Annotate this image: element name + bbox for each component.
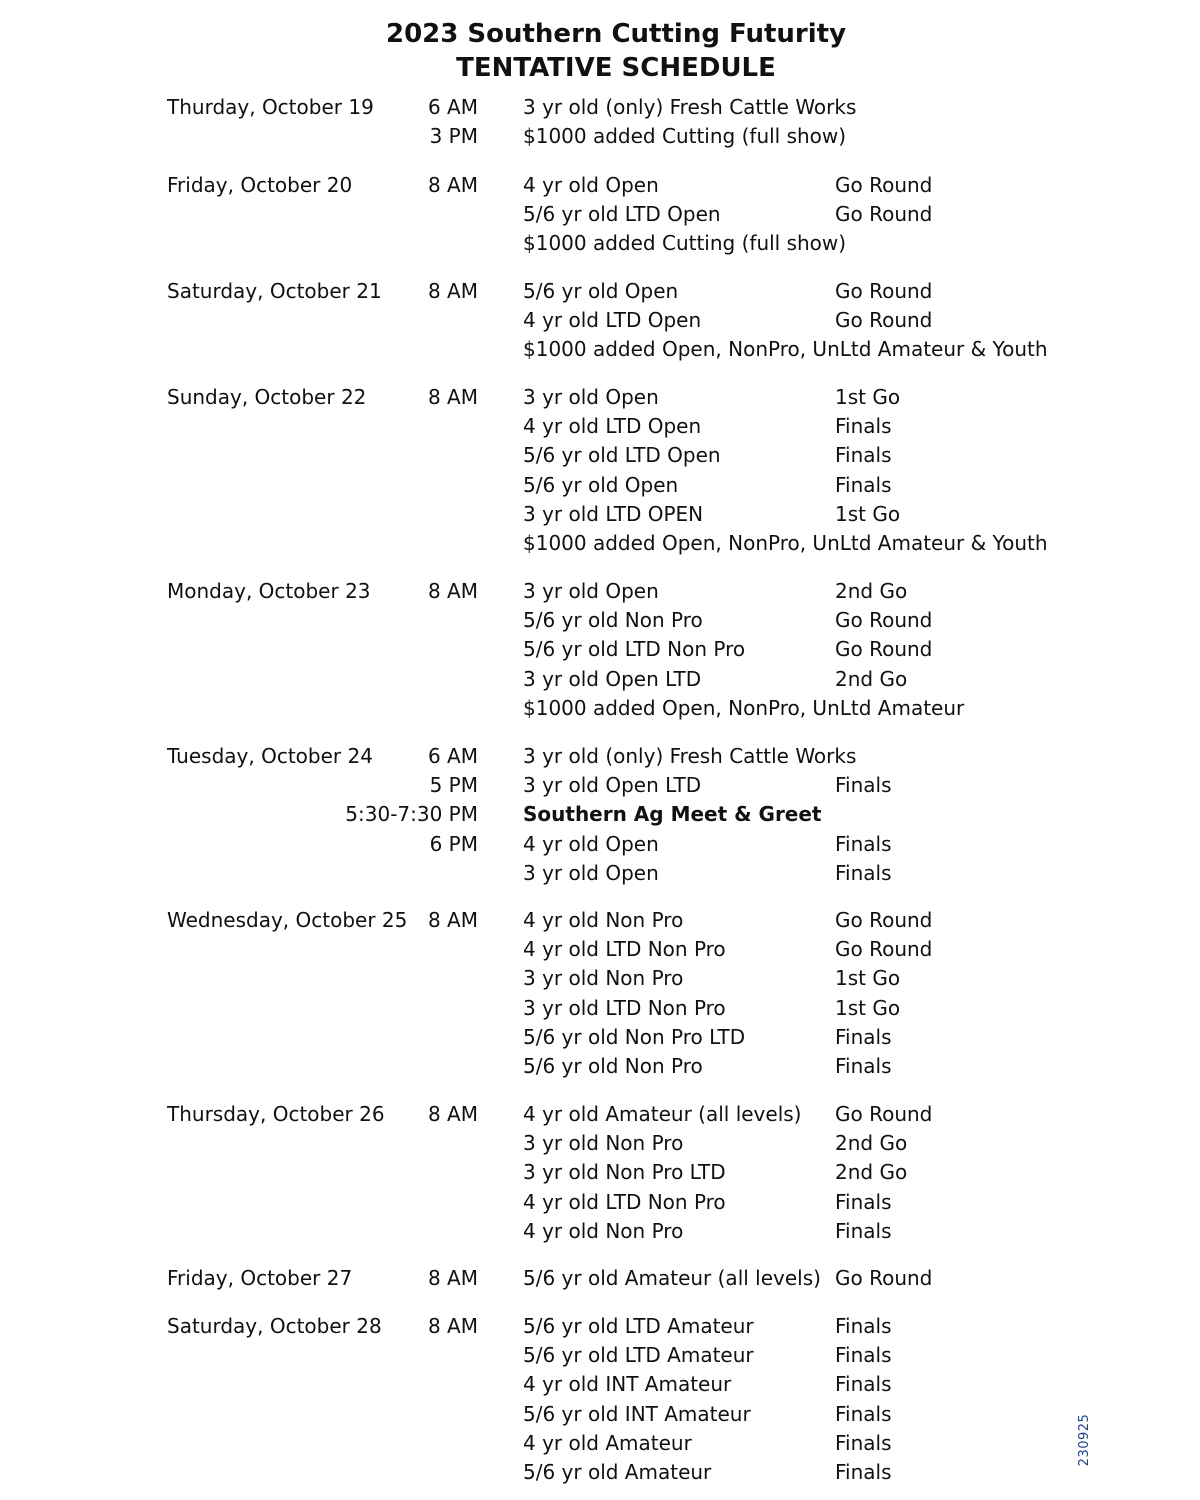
event-time: 8 AM [427, 908, 478, 932]
schedule-row [0, 1400, 1200, 1429]
event-name: 3 yr old Open [523, 860, 659, 885]
event-round: Finals [835, 1314, 892, 1338]
day-date: Sunday, October 22 [167, 385, 367, 409]
event-round: Go Round [835, 637, 933, 662]
schedule-row [0, 742, 1200, 771]
event-name: 4 yr old Open [523, 173, 659, 197]
day-date: Wednesday, October 25 [167, 908, 408, 932]
event-round: Go Round [835, 1102, 933, 1126]
event-round: Finals [835, 472, 892, 497]
event-name: 5/6 yr old LTD Amateur [523, 1343, 754, 1368]
day-block [0, 577, 1200, 723]
event-round: Finals [835, 1459, 892, 1484]
event-round: Finals [835, 1218, 892, 1243]
day-date: Thursday, October 26 [167, 1102, 385, 1126]
event-name: 4 yr old LTD Non Pro [523, 1189, 726, 1214]
day-block [0, 906, 1200, 1081]
schedule-row [0, 1217, 1200, 1246]
event-round: Go Round [835, 308, 933, 333]
day-date: Monday, October 23 [167, 579, 371, 603]
event-name: 3 yr old Open LTD [523, 666, 702, 691]
event-name: 3 yr old Non Pro [523, 966, 684, 991]
event-round: 2nd Go [835, 666, 908, 691]
schedule-subtitle: TENTATIVE SCHEDULE [456, 53, 776, 83]
event-name: $1000 added Cutting (full show) [523, 231, 847, 256]
document-code: 230925 [1076, 1413, 1092, 1467]
event-round: Go Round [835, 608, 933, 633]
event-round: 1st Go [835, 966, 901, 991]
event-round: Go Round [835, 279, 933, 303]
schedule-row [0, 471, 1200, 500]
schedule-row [0, 1052, 1200, 1081]
schedule-row [0, 383, 1200, 412]
event-time: 8 AM [427, 1266, 478, 1290]
event-name: 3 yr old Open LTD [523, 773, 702, 798]
event-round: Finals [835, 1053, 892, 1078]
event-round: Finals [835, 414, 892, 439]
day-block [0, 1100, 1200, 1246]
event-time: 6 AM [427, 95, 478, 119]
event-name: 4 yr old Non Pro [523, 908, 684, 932]
event-name: 3 yr old Non Pro LTD [523, 1160, 726, 1185]
schedule-row [0, 859, 1200, 888]
schedule-row [0, 830, 1200, 859]
event-time: 5:30-7:30 PM [345, 802, 478, 827]
schedule-title: 2023 Southern Cutting Futurity [385, 19, 847, 49]
event-name: 5/6 yr old Open [523, 472, 679, 497]
event-name: 5/6 yr old Non Pro [523, 608, 703, 633]
event-name: 5/6 yr old Amateur [523, 1459, 712, 1484]
event-round: Go Round [835, 908, 933, 932]
schedule-row [0, 906, 1200, 935]
event-round: 1st Go [835, 501, 901, 526]
event-round: Finals [835, 1430, 892, 1455]
event-name: 4 yr old Open [523, 831, 659, 856]
schedule-row [0, 800, 1200, 829]
event-name: 5/6 yr old LTD Amateur [523, 1314, 754, 1338]
event-round: Finals [835, 831, 892, 856]
day-date: Thurday, October 19 [167, 95, 374, 119]
schedule-row [0, 441, 1200, 470]
day-date: Saturday, October 21 [167, 279, 382, 303]
event-round: Go Round [835, 937, 933, 962]
schedule-row [0, 200, 1200, 229]
event-time: 8 AM [427, 173, 478, 197]
schedule-row [0, 1264, 1200, 1293]
day-block [0, 1312, 1200, 1487]
day-block [0, 742, 1200, 888]
event-name: 4 yr old Amateur [523, 1430, 692, 1455]
schedule-row [0, 1312, 1200, 1341]
day-block [0, 383, 1200, 558]
day-date: Friday, October 27 [167, 1266, 353, 1290]
event-round: Go Round [835, 1266, 933, 1290]
event-time: 6 PM [429, 831, 478, 856]
event-round: 2nd Go [835, 579, 908, 603]
event-round: Finals [835, 1372, 892, 1397]
schedule-row [0, 994, 1200, 1023]
schedule-row [0, 1023, 1200, 1052]
schedule-row [0, 665, 1200, 694]
event-name: 5/6 yr old LTD Open [523, 443, 721, 468]
day-block [0, 1264, 1200, 1293]
event-round: 1st Go [835, 995, 901, 1020]
event-name: 4 yr old INT Amateur [523, 1372, 732, 1397]
event-name: 3 yr old (only) Fresh Cattle Works [523, 95, 857, 119]
schedule-row [0, 606, 1200, 635]
schedule-row [0, 1158, 1200, 1187]
schedule-row [0, 1429, 1200, 1458]
schedule-row [0, 577, 1200, 606]
schedule-row [0, 335, 1200, 364]
schedule-row [0, 1341, 1200, 1370]
event-round: Finals [835, 860, 892, 885]
day-date: Tuesday, October 24 [167, 744, 373, 768]
event-name: Southern Ag Meet & Greet [523, 802, 822, 827]
event-name: 3 yr old LTD OPEN [523, 501, 704, 526]
event-name: 5/6 yr old Open [523, 279, 679, 303]
schedule-row [0, 964, 1200, 993]
schedule-row [0, 1458, 1200, 1487]
event-time: 8 AM [427, 1314, 478, 1338]
event-name: 4 yr old Amateur (all levels) [523, 1102, 802, 1126]
event-round: Go Round [835, 173, 933, 197]
schedule-row [0, 694, 1200, 723]
schedule-row [0, 171, 1200, 200]
day-date: Friday, October 20 [167, 173, 353, 197]
event-name: 5/6 yr old INT Amateur [523, 1401, 751, 1426]
event-round: Finals [835, 1401, 892, 1426]
event-name: $1000 added Open, NonPro, UnLtd Amateur & Youth [523, 530, 1048, 555]
event-time: 8 AM [427, 279, 478, 303]
event-round: Finals [835, 1189, 892, 1214]
event-round: 2nd Go [835, 1160, 908, 1185]
event-time: 5 PM [429, 773, 478, 798]
event-time: 6 AM [427, 744, 478, 768]
schedule-row [0, 412, 1200, 441]
schedule-row [0, 1370, 1200, 1399]
event-name: 3 yr old (only) Fresh Cattle Works [523, 744, 857, 768]
event-name: 5/6 yr old Non Pro LTD [523, 1024, 746, 1049]
event-time: 8 AM [427, 1102, 478, 1126]
event-round: Finals [835, 1024, 892, 1049]
event-name: 3 yr old Open [523, 385, 659, 409]
event-name: 5/6 yr old LTD Open [523, 202, 721, 227]
schedule-row [0, 93, 1200, 122]
event-name: 5/6 yr old LTD Non Pro [523, 637, 746, 662]
event-name: 4 yr old LTD Open [523, 414, 702, 439]
event-round: Finals [835, 443, 892, 468]
event-name: 3 yr old Open [523, 579, 659, 603]
schedule-row [0, 635, 1200, 664]
day-block [0, 171, 1200, 259]
event-name: $1000 added Open, NonPro, UnLtd Amateur & Youth [523, 337, 1048, 362]
event-name: 5/6 yr old Amateur (all levels) [523, 1266, 821, 1290]
schedule-row [0, 935, 1200, 964]
event-name: 4 yr old LTD Non Pro [523, 937, 726, 962]
event-name: 3 yr old Non Pro [523, 1131, 684, 1156]
event-round: Finals [835, 773, 892, 798]
schedule-row [0, 1188, 1200, 1217]
schedule-row [0, 1100, 1200, 1129]
event-name: $1000 added Cutting (full show) [523, 124, 847, 149]
schedule-row [0, 306, 1200, 335]
event-name: 4 yr old LTD Open [523, 308, 702, 333]
day-block [0, 277, 1200, 365]
schedule-row [0, 122, 1200, 151]
event-round: 2nd Go [835, 1131, 908, 1156]
event-name: 4 yr old Non Pro [523, 1218, 684, 1243]
event-name: 3 yr old LTD Non Pro [523, 995, 726, 1020]
schedule-row [0, 771, 1200, 800]
event-round: 1st Go [835, 385, 901, 409]
schedule-row [0, 229, 1200, 258]
day-date: Saturday, October 28 [167, 1314, 382, 1338]
event-name: 5/6 yr old Non Pro [523, 1053, 703, 1078]
schedule-row [0, 529, 1200, 558]
event-name: $1000 added Open, NonPro, UnLtd Amateur [523, 695, 965, 720]
event-round: Finals [835, 1343, 892, 1368]
event-time: 8 AM [427, 579, 478, 603]
event-round: Go Round [835, 202, 933, 227]
event-time: 3 PM [429, 124, 478, 149]
schedule-row [0, 500, 1200, 529]
schedule-row [0, 277, 1200, 306]
event-time: 8 AM [427, 385, 478, 409]
schedule-row [0, 1129, 1200, 1158]
day-block [0, 93, 1200, 151]
